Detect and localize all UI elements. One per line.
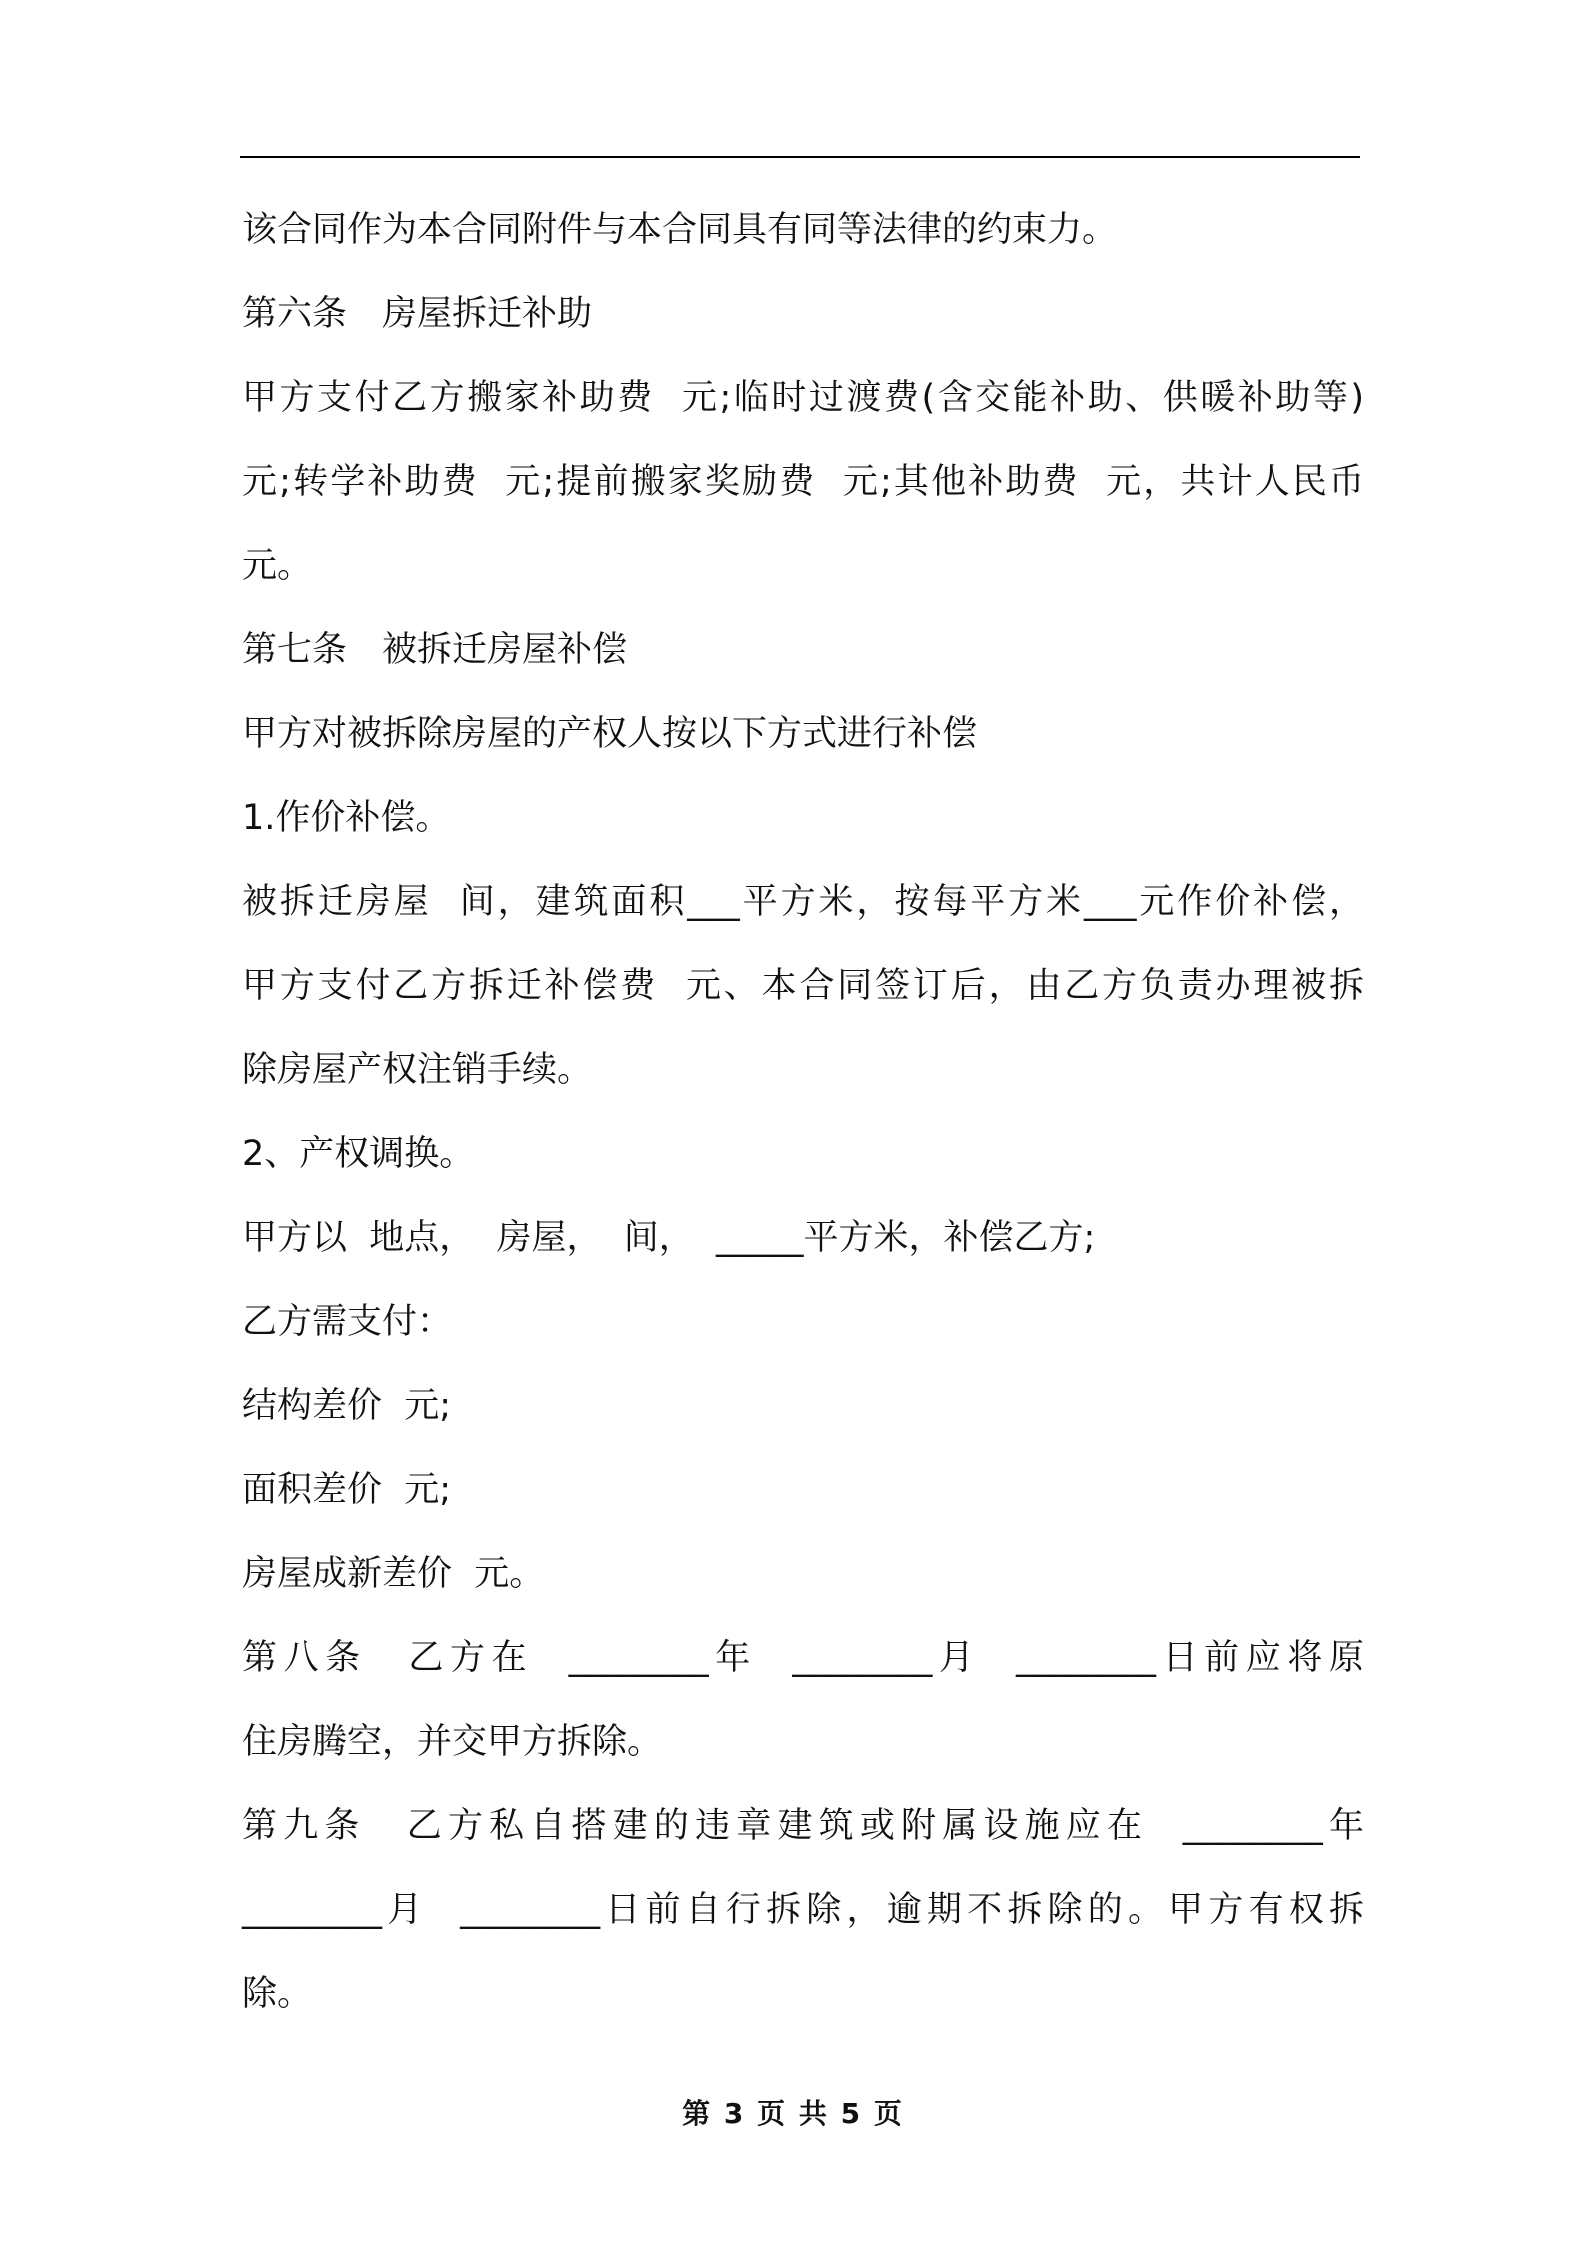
text-line: 住房腾空，并交甲方拆除。 [242,1722,663,1762]
text-line: 元;转学补助费 元;提前搬家奖励费 元;其他补助费 元，共计人民币 [242,462,1364,502]
text-line: 被拆迁房屋 间，建筑面积___平方米，按每平方米___元作价补偿， [242,882,1364,922]
text-line: ________月 ________日前自行拆除，逾期不拆除的。甲方有权拆 [242,1890,1364,1930]
document-body [242,188,1364,2036]
text-line: 甲方对被拆除房屋的产权人按以下方式进行补偿 [242,714,978,754]
article-heading: 第六条 房屋拆迁补助 [242,294,593,334]
article-heading: 第八条 乙方在 ________年 ________月 ________日前应将原 [242,1638,1364,1678]
text-line: 结构差价 元; [242,1386,452,1426]
text-line: 除房屋产权注销手续。 [242,1050,593,1090]
text-line: 面积差价 元; [242,1470,452,1510]
text-line: 乙方需支付： [242,1302,453,1342]
text-line: 房屋成新差价 元。 [242,1554,545,1594]
text-line: 甲方以 地点， 房屋， 间， _____平方米，补偿乙方; [242,1218,1096,1258]
article-heading: 第九条 乙方私自搭建的违章建筑或附属设施应在 ________年 [242,1806,1364,1846]
article-heading: 第七条 被拆迁房屋补偿 [242,630,628,670]
page-number: 第 3 页 共 5 页 [682,2097,904,2130]
text-line: 甲方支付乙方拆迁补偿费 元、本合同签订后，由乙方负责办理被拆 [242,966,1364,1006]
text-line: 甲方支付乙方搬家补助费 元;临时过渡费(含交能补助、供暖补助等) [242,378,1364,418]
text-line: 1.作价补偿。 [242,798,451,838]
text-line: 元。 [242,546,313,586]
header-rule [240,156,1360,158]
text-line: 2、产权调换。 [242,1134,475,1174]
text-line: 该合同作为本合同附件与本合同具有同等法律的约束力。 [242,210,1118,250]
text-line: 除。 [242,1974,313,2014]
